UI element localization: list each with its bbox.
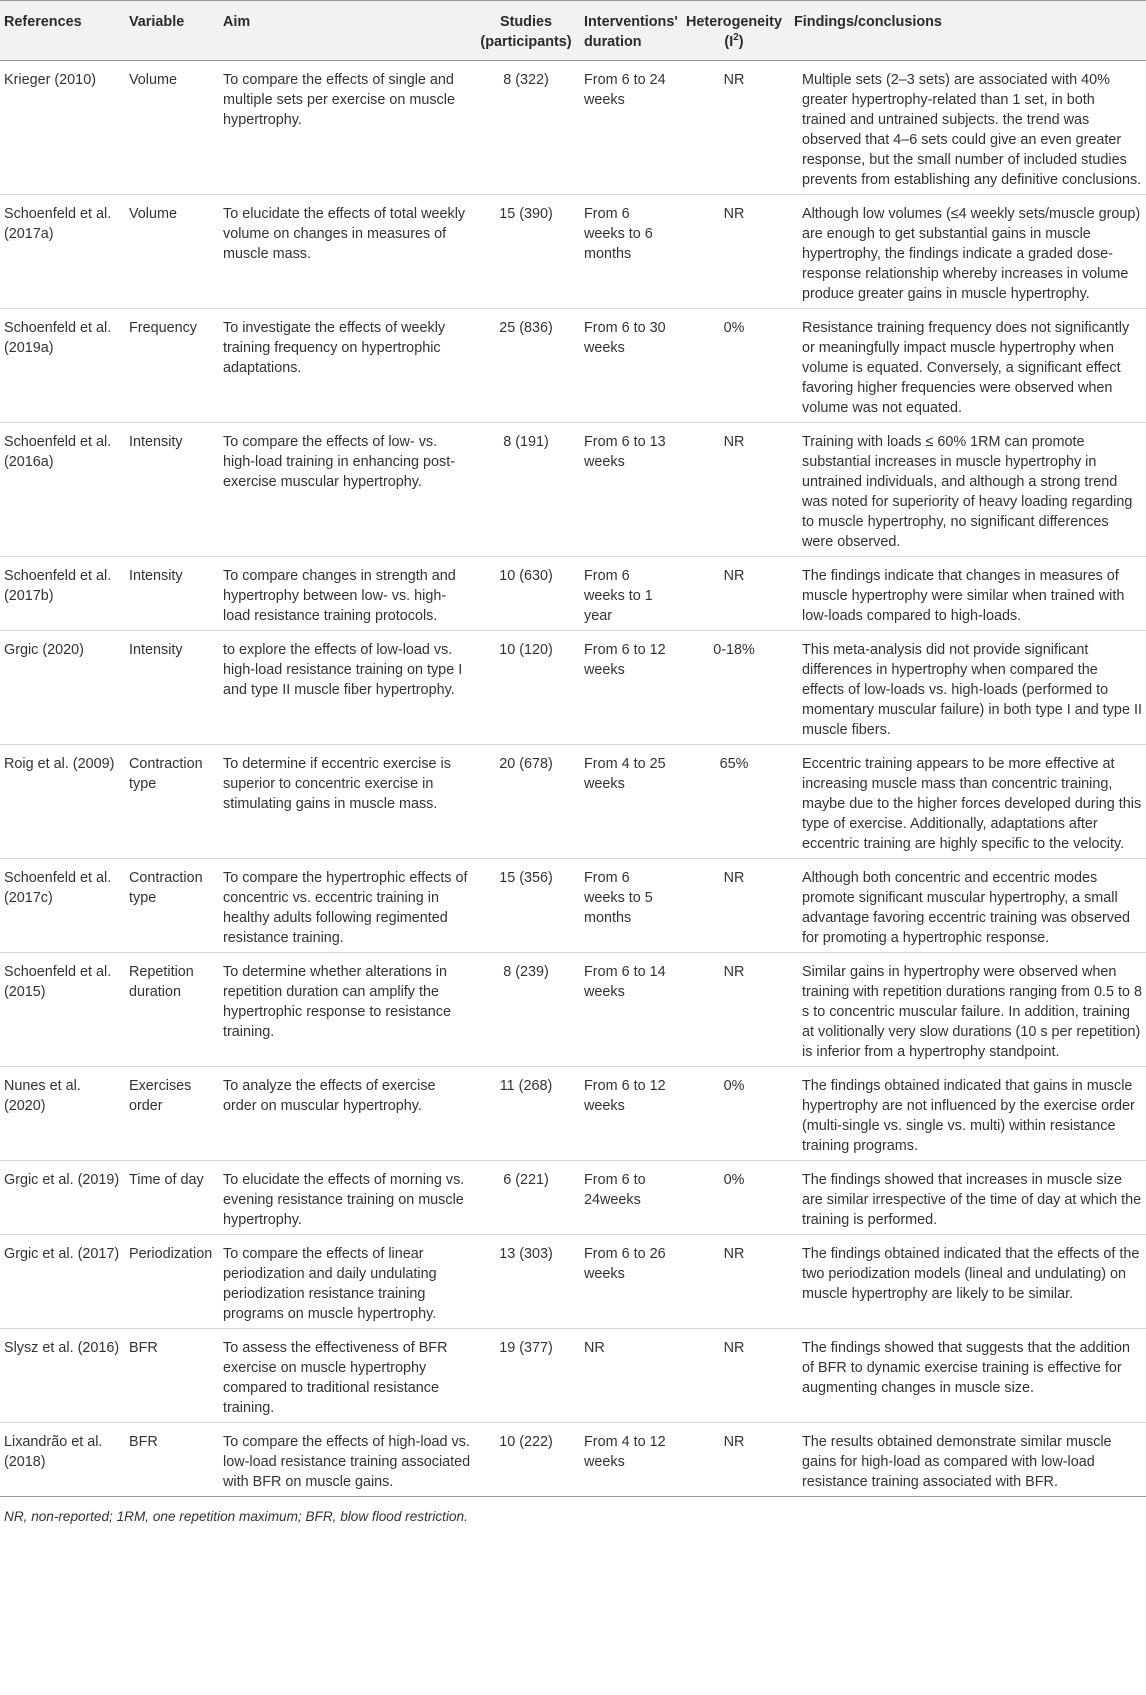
cell-reference: Roig et al. (2009) [4, 756, 115, 772]
cell-reference: Grgic (2020) [4, 642, 84, 658]
cell-reference: Slysz et al. (2016) [4, 1340, 120, 1356]
cell-studies: 8 (191) [503, 434, 549, 450]
cell-variable: Intensity [129, 568, 183, 584]
cell-heterogeneity: NR [723, 206, 745, 222]
cell-findings: The findings indicate that changes in measures of muscle hypertrophy were similar when trained with low-loads compared to high-loads. [802, 568, 1125, 624]
cell-reference: Schoenfeld et al. (2017c) [4, 870, 112, 906]
cell-heterogeneity: 0% [723, 1078, 745, 1094]
table-row [0, 195, 1146, 309]
cell-variable: Volume [129, 72, 177, 88]
cell-duration: From 6 to 30 weeks [584, 320, 666, 356]
table-row [0, 1423, 1146, 1497]
cell-aim: To elucidate the effects of morning vs. evening resistance training on muscle hypertrophy. [223, 1172, 465, 1228]
header-heterogeneity [678, 1, 790, 61]
cell-variable: Exercises order [129, 1078, 192, 1114]
cell-findings: Although both concentric and eccentric modes promote significant muscular hypertrophy, a small advantage favoring eccentric training was observed for promoting a hypertrophic response. [802, 870, 1130, 946]
cell-aim: To compare the effects of high-load vs. low-load resistance training associated with BFR on muscle gains. [223, 1434, 471, 1490]
cell-duration: NR [584, 1340, 605, 1356]
cell-variable: Frequency [129, 320, 197, 336]
cell-variable: Contraction type [129, 756, 203, 792]
table-row [0, 309, 1146, 423]
header-studies: Studies (participants) [480, 14, 572, 50]
cell-reference: Nunes et al. (2020) [4, 1078, 81, 1114]
cell-heterogeneity: NR [723, 1340, 745, 1356]
cell-studies: 15 (390) [499, 206, 553, 222]
cell-aim: To determine if eccentric exercise is superior to concentric exercise in stimulating gains in muscle mass. [223, 756, 451, 812]
cell-findings: Multiple sets (2–3 sets) are associated with 40% greater hypertrophy-related than 1 set, in both trained and untrained subjects. the trend was observed that 4–6 sets could give an even greater response, but the small number of included studies prevents from establishing any definitive conclusions. [802, 72, 1142, 188]
cell-studies: 15 (356) [499, 870, 553, 886]
cell-aim: To compare the effects of low- vs. high-load training in enhancing post-exercise muscular hypertrophy. [223, 434, 456, 490]
cell-findings: Although low volumes (≤4 weekly sets/muscle group) are enough to get substantial gains in muscle hypertrophy, the findings indicate a graded dose-response relationship whereby increases in volume produce greater gains in muscle hypertrophy. [802, 206, 1141, 302]
cell-heterogeneity: 0-18% [713, 642, 755, 658]
table-row [0, 953, 1146, 1067]
header-aim: Aim [223, 14, 251, 30]
table-footnote: NR, non-reported; 1RM, one repetition maximum; BFR, blow flood restriction. [4, 1509, 468, 1524]
cell-duration: From 6 to 14 weeks [584, 964, 666, 1000]
cell-variable: Time of day [129, 1172, 204, 1188]
cell-studies: 13 (303) [499, 1246, 553, 1262]
cell-studies: 10 (222) [499, 1434, 553, 1450]
cell-heterogeneity: NR [723, 1434, 745, 1450]
cell-findings: Eccentric training appears to be more effective at increasing muscle mass than concentric training, maybe due to the higher forces developed during this type of exercise. Additionally, adaptations after eccentric training are highly specific to the velocity. [802, 756, 1142, 852]
cell-duration: From 6 to 24weeks [584, 1172, 646, 1208]
header-findings: Findings/conclusions [794, 14, 942, 30]
cell-duration: From 4 to 12 weeks [584, 1434, 666, 1470]
cell-studies: 10 (630) [499, 568, 553, 584]
cell-aim: to explore the effects of low-load vs. high-load resistance training on type I and type II muscle fiber hypertrophy. [223, 642, 463, 698]
cell-heterogeneity: NR [723, 964, 745, 980]
table-row [0, 1067, 1146, 1161]
cell-reference: Schoenfeld et al. (2017a) [4, 206, 112, 242]
cell-findings: This meta-analysis did not provide significant differences in hypertrophy when compared the effects of low-loads vs. high-loads (performed to momentary muscular failure) in both type I and type II muscle fibers. [802, 642, 1142, 738]
cell-studies: 11 (268) [499, 1078, 553, 1094]
cell-studies: 8 (239) [503, 964, 549, 980]
cell-findings: Training with loads ≤ 60% 1RM can promote substantial increases in muscle hypertrophy in untrained individuals, and although a strong trend was noted for superiority of heavy loading regarding to muscle hypertrophy, no significant differences were observed. [802, 434, 1133, 550]
cell-reference: Schoenfeld et al. (2015) [4, 964, 112, 1000]
table-row [0, 1235, 1146, 1329]
cell-findings: Similar gains in hypertrophy were observed when training with repetition durations ranging from 0.5 to 8 s to concentric muscular failure. In addition, training at volitionally very slow durations (10 s per repetition) is inferior from a hypertrophy standpoint. [802, 964, 1142, 1060]
cell-aim: To assess the effectiveness of BFR exercise on muscle hypertrophy compared to traditional resistance training. [223, 1340, 448, 1416]
cell-heterogeneity: NR [723, 1246, 745, 1262]
cell-aim: To elucidate the effects of total weekly volume on changes in measures of muscle mass. [223, 206, 466, 262]
cell-reference: Schoenfeld et al. (2017b) [4, 568, 112, 604]
table-row [0, 631, 1146, 745]
table-row [0, 859, 1146, 953]
table-row [0, 557, 1146, 631]
header-duration: Interventions' duration [584, 14, 678, 50]
header-heterogeneity-close: ) [738, 34, 744, 50]
cell-reference: Grgic et al. (2019) [4, 1172, 120, 1188]
cell-studies: 25 (836) [499, 320, 553, 336]
cell-studies: 8 (322) [503, 72, 549, 88]
cell-studies: 10 (120) [499, 642, 553, 658]
cell-duration: From 6 weeks to 6 months [584, 206, 653, 262]
cell-duration: From 6 to 12 weeks [584, 642, 666, 678]
table-row [0, 745, 1146, 859]
table-row [0, 423, 1146, 557]
cell-variable: Periodization [129, 1246, 213, 1262]
cell-duration: From 6 to 12 weeks [584, 1078, 666, 1114]
cell-variable: Contraction type [129, 870, 203, 906]
cell-reference: Krieger (2010) [4, 72, 96, 88]
table-row [0, 1161, 1146, 1235]
header-variable: Variable [129, 14, 185, 30]
cell-duration: From 6 to 24 weeks [584, 72, 666, 108]
cell-variable: Volume [129, 206, 177, 222]
cell-findings: Resistance training frequency does not significantly or meaningfully impact muscle hypertrophy when volume is equated. Conversely, a significant effect favoring higher frequencies were observed when volume was not equated. [802, 320, 1130, 416]
cell-aim: To determine whether alterations in repetition duration can amplify the hypertrophic response to resistance training. [223, 964, 451, 1040]
cell-heterogeneity: NR [723, 434, 745, 450]
cell-variable: BFR [129, 1434, 158, 1450]
cell-heterogeneity: 0% [723, 320, 745, 336]
cell-duration: From 6 to 13 weeks [584, 434, 666, 470]
cell-heterogeneity: 0% [723, 1172, 745, 1188]
cell-variable: Intensity [129, 642, 183, 658]
cell-findings: The findings showed that suggests that the addition of BFR to dynamic exercise training is effective for augmenting changes in muscle size. [802, 1340, 1131, 1396]
cell-findings: The results obtained demonstrate similar muscle gains for high-load as compared with low-load resistance training associated with BFR. [802, 1434, 1112, 1490]
cell-aim: To investigate the effects of weekly training frequency on hypertrophic adaptations. [223, 320, 446, 376]
table-row [0, 1329, 1146, 1423]
cell-findings: The findings obtained indicated that gains in muscle hypertrophy are not influenced by the exercise order (multi-single vs. single vs. multi) within resistance training programs. [802, 1078, 1135, 1154]
cell-aim: To compare the effects of linear periodization and daily undulating periodization resistance training programs on muscle hypertrophy. [223, 1246, 437, 1322]
header-references: References [4, 14, 82, 30]
cell-aim: To compare changes in strength and hypertrophy between low- vs. high-load resistance training protocols. [223, 568, 456, 624]
cell-variable: BFR [129, 1340, 158, 1356]
cell-reference: Schoenfeld et al. (2019a) [4, 320, 112, 356]
cell-reference: Schoenfeld et al. (2016a) [4, 434, 112, 470]
cell-duration: From 6 weeks to 1 year [584, 568, 653, 624]
cell-studies: 20 (678) [499, 756, 553, 772]
cell-aim: To analyze the effects of exercise order on muscular hypertrophy. [223, 1078, 436, 1114]
cell-duration: From 6 weeks to 5 months [584, 870, 653, 926]
header-heterogeneity-label: Heterogeneity (I [686, 14, 782, 50]
cell-findings: The findings obtained indicated that the effects of the two periodization models (lineal and undulating) on muscle hypertrophy are likely to be similar. [802, 1246, 1140, 1302]
cell-variable: Intensity [129, 434, 183, 450]
cell-heterogeneity: 65% [719, 756, 749, 772]
cell-heterogeneity: NR [723, 72, 745, 88]
header-heterogeneity-sup: 2 [733, 32, 739, 44]
table-row [0, 61, 1146, 195]
cell-studies: 6 (221) [503, 1172, 549, 1188]
cell-duration: From 6 to 26 weeks [584, 1246, 666, 1282]
cell-studies: 19 (377) [499, 1340, 553, 1356]
cell-heterogeneity: NR [723, 568, 745, 584]
cell-aim: To compare the hypertrophic effects of concentric vs. eccentric training in healthy adults following regimented resistance training. [223, 870, 468, 946]
cell-aim: To compare the effects of single and multiple sets per exercise on muscle hypertrophy. [223, 72, 455, 128]
cell-heterogeneity: NR [723, 870, 745, 886]
cell-reference: Grgic et al. (2017) [4, 1246, 120, 1262]
cell-findings: The findings showed that increases in muscle size are similar irrespective of the time of day at which the training is performed. [802, 1172, 1142, 1228]
cell-duration: From 4 to 25 weeks [584, 756, 666, 792]
cell-reference: Lixandrão et al. (2018) [4, 1434, 103, 1470]
header-row [0, 1, 1146, 61]
cell-variable: Repetition duration [129, 964, 194, 1000]
